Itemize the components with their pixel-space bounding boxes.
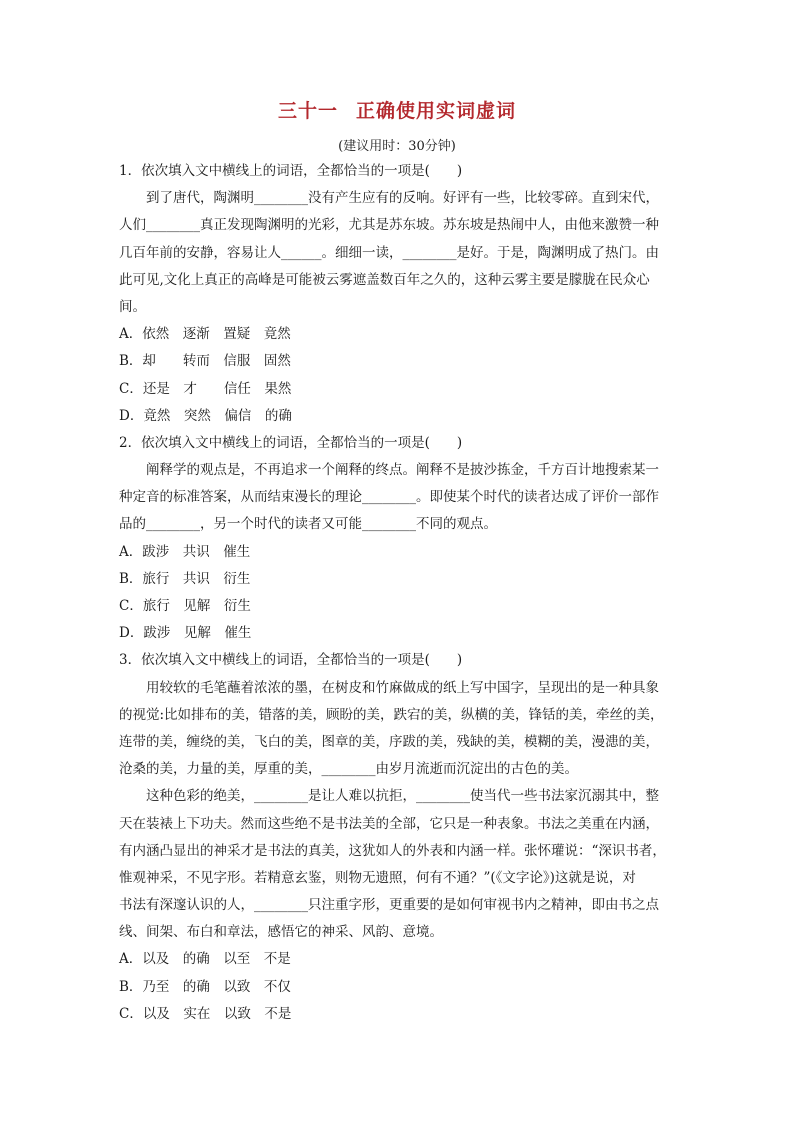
question-2-option-d: D．跋涉 见解 催生 bbox=[119, 625, 252, 642]
passage-line: 惟观神采，不见字形。若精意玄鉴，则物无遗照，何有不通？”(《文字论》)这就是说，对 bbox=[119, 869, 636, 886]
question-3-passage-1 bbox=[119, 675, 679, 784]
passage-line: 天在装裱上下功夫。然而这些绝不是书法美的全部，它只是一种表象。书法之美重在内涵， bbox=[119, 815, 659, 832]
passage-line: 几百年前的安静，容易让人______。细细一读，________是好。于是，陶渊明成了热门。由 bbox=[119, 244, 659, 261]
question-1-passage bbox=[119, 185, 679, 321]
passage-line: 用较软的毛笔蘸着浓浓的墨，在树皮和竹麻做成的纸上写中国字，呈现出的是一种具象 bbox=[146, 679, 659, 696]
title-text: 正确使用实词虚词 bbox=[356, 100, 517, 122]
question-1-option-a: A．依然 逐渐 置疑 竟然 bbox=[119, 326, 291, 343]
passage-line: 线、间架、布白和章法，感悟它的神采、风韵、意境。 bbox=[119, 924, 443, 941]
question-1-option-c: C．还是 才 信任 果然 bbox=[119, 380, 292, 397]
passage-line: 这种色彩的绝美，________是让人难以抗拒，________使当代一些书法家沉溺其中，整 bbox=[146, 788, 659, 805]
passage-line: 有内涵凸显出的神采才是书法的真美，这犹如人的外表和内涵一样。张怀瓘说：“深识书者， bbox=[119, 842, 666, 859]
passage-line: 间。 bbox=[119, 298, 146, 315]
question-3-passage-2 bbox=[119, 783, 679, 946]
question-1-stem: 1．依次填入文中横线上的词语，全都恰当的一项是( ) bbox=[119, 163, 463, 179]
passage-line: 种定音的标准答案，从而结束漫长的理论________。即使某个时代的读者达成了评价一部作 bbox=[119, 489, 659, 506]
question-3-option-a: A．以及 的确 以至 不是 bbox=[119, 951, 291, 968]
question-1-option-d: D．竟然 突然 偏信 的确 bbox=[119, 407, 292, 424]
question-2-passage bbox=[119, 457, 679, 539]
passage-line: 人们________真正发现陶渊明的光彩，尤其是苏东坡。苏东坡是热闹中人，由他来激赞一种 bbox=[119, 217, 659, 234]
question-3-stem: 3．依次填入文中横线上的词语，全都恰当的一项是( ) bbox=[119, 652, 463, 669]
question-3-option-b: B．乃至 的确 以致 不仅 bbox=[119, 978, 291, 995]
passage-line: 此可见,文化上真正的高峰是可能被云雾遮盖数百年之久的，这种云雾主要是朦胧在民众心 bbox=[119, 271, 650, 288]
title-number: 三十一 bbox=[277, 100, 338, 122]
question-2-option-c: C．旅行 见解 衍生 bbox=[119, 598, 251, 614]
passage-line: 沧桑的美，力量的美，厚重的美，________由岁月流逝而沉淀出的古色的美。 bbox=[119, 761, 578, 778]
questions-body bbox=[119, 158, 679, 1028]
question-2-option-a: A．跋涉 共识 催生 bbox=[119, 543, 251, 560]
passage-line: 书法有深邃认识的人，________只注重字形，更重要的是如何审视书内之精神，即由书之点 bbox=[119, 897, 659, 914]
question-2-option-b: B．旅行 共识 衍生 bbox=[119, 570, 251, 587]
question-3-option-c: C．以及 实在 以致 不是 bbox=[119, 1005, 292, 1022]
question-2-stem: 2．依次填入文中横线上的词语，全都恰当的一项是( ) bbox=[119, 434, 463, 451]
passage-line: 品的________，另一个时代的读者又可能________不同的观点。 bbox=[119, 516, 497, 533]
suggested-time: (建议用时：30分钟) bbox=[338, 139, 456, 154]
passage-line: 的视觉:比如排布的美，错落的美，顾盼的美，跌宕的美，纵横的美，锋铦的美，牵丝的美， bbox=[119, 706, 664, 723]
page-title bbox=[0, 96, 794, 123]
passage-line: 连带的美，缠绕的美，飞白的美，图章的美，序跋的美，残缺的美，模糊的美，漫漶的美， bbox=[119, 733, 659, 750]
question-1-option-b: B．却 转而 信服 固然 bbox=[119, 353, 291, 370]
passage-line: 阐释学的观点是，不再追求一个阐释的终点。阐释不是披沙拣金，千方百计地搜索某一 bbox=[146, 462, 659, 479]
passage-line: 到了唐代，陶渊明________没有产生应有的反响。好评有一些，比较零碎。直到宋代， bbox=[146, 190, 659, 207]
